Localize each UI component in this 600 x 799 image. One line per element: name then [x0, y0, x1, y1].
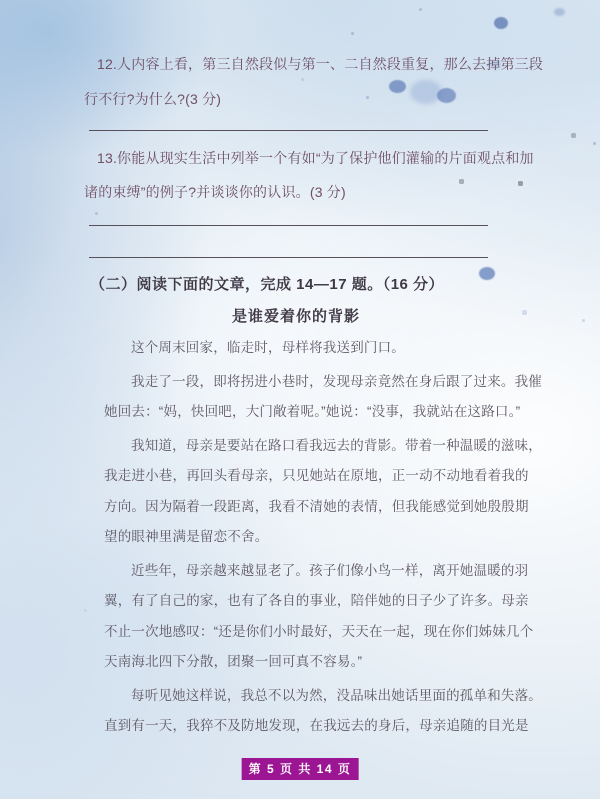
essay-body — [104, 333, 564, 745]
essay-line: 每听见她这样说，我总不以为然，没品味出她话里面的孤单和失落。 — [131, 687, 542, 703]
ink-splotch — [494, 17, 508, 29]
essay-paragraph — [104, 367, 564, 428]
essay-line: 翼，有了自己的家，也有了各自的事业，陪伴她的日子少了许多。母亲 — [104, 593, 529, 608]
essay-paragraph — [104, 556, 564, 678]
essay-line: 方向。因为隔着一段距离，我看不清她的表情，但我能感觉到她殷殷期 — [104, 498, 529, 514]
essay-line: 望的眼神里满是留恋不舍。 — [104, 529, 269, 544]
section-header: （二）阅读下面的文章，完成 14—17 题。（16 分） — [90, 276, 445, 293]
essay-line: 直到有一天，我猝不及防地发现，在我远去的身后，母亲追随的目光是 — [104, 718, 529, 733]
essay-line: 这个周末回家，临走时，母样将我送到门口。 — [131, 340, 405, 355]
essay-title: 是谁爱着你的背影 — [231, 308, 360, 325]
answer-blank-line — [89, 130, 488, 131]
page-indicator-badge: 第 5 页 共 14 页 — [242, 758, 359, 780]
question-13-text-continued: 诸的束缚”的例子?并谈谈你的认识。(3 分) — [84, 184, 346, 200]
essay-paragraph — [104, 431, 564, 553]
essay-line: 天南海北四下分散，团聚一回可真不容易。” — [104, 654, 363, 669]
answer-blank-line — [89, 225, 488, 226]
question-12 — [84, 47, 544, 117]
essay-line: 我知道，母亲是要站在路口看我远去的背影。带着一种温暖的滋味， — [131, 437, 542, 453]
question-13-text: 13.你能从现实生活中列举一个有如“为了保护他们灌输的片面观点和加 — [97, 150, 534, 166]
essay-paragraph — [104, 333, 564, 364]
question-12-text-continued: 行不行?为什么?(3 分) — [84, 91, 222, 107]
essay-line: 我走进小巷，再回头看母亲，只见她站在原地，正一动不动地看着我的 — [104, 468, 529, 483]
answer-blank-line — [89, 257, 488, 258]
essay-line: 我走了一段，即将拐进小巷时，发现母亲竟然在身后跟了过来。我催 — [131, 373, 542, 389]
paper-specks — [0, 0, 1, 1]
ink-splotch — [554, 8, 565, 16]
essay-paragraph — [104, 681, 564, 742]
essay-line: 近些年，母亲越来越显老了。孩子们像小鸟一样，离开她温暖的羽 — [131, 562, 529, 578]
essay-line: 她回去：“妈，快回吧，大门敞着呢。”她说：“没事，我就站在这路口。” — [104, 404, 521, 419]
question-13 — [84, 141, 544, 209]
essay-line: 不止一次地感叹：“还是你们小时最好，天天在一起，现在你们姊妹几个 — [104, 623, 534, 639]
question-12-text: 12.人内容上看，第三自然段似与第一、二自然段重复，那么去掉第三段 — [97, 56, 544, 72]
